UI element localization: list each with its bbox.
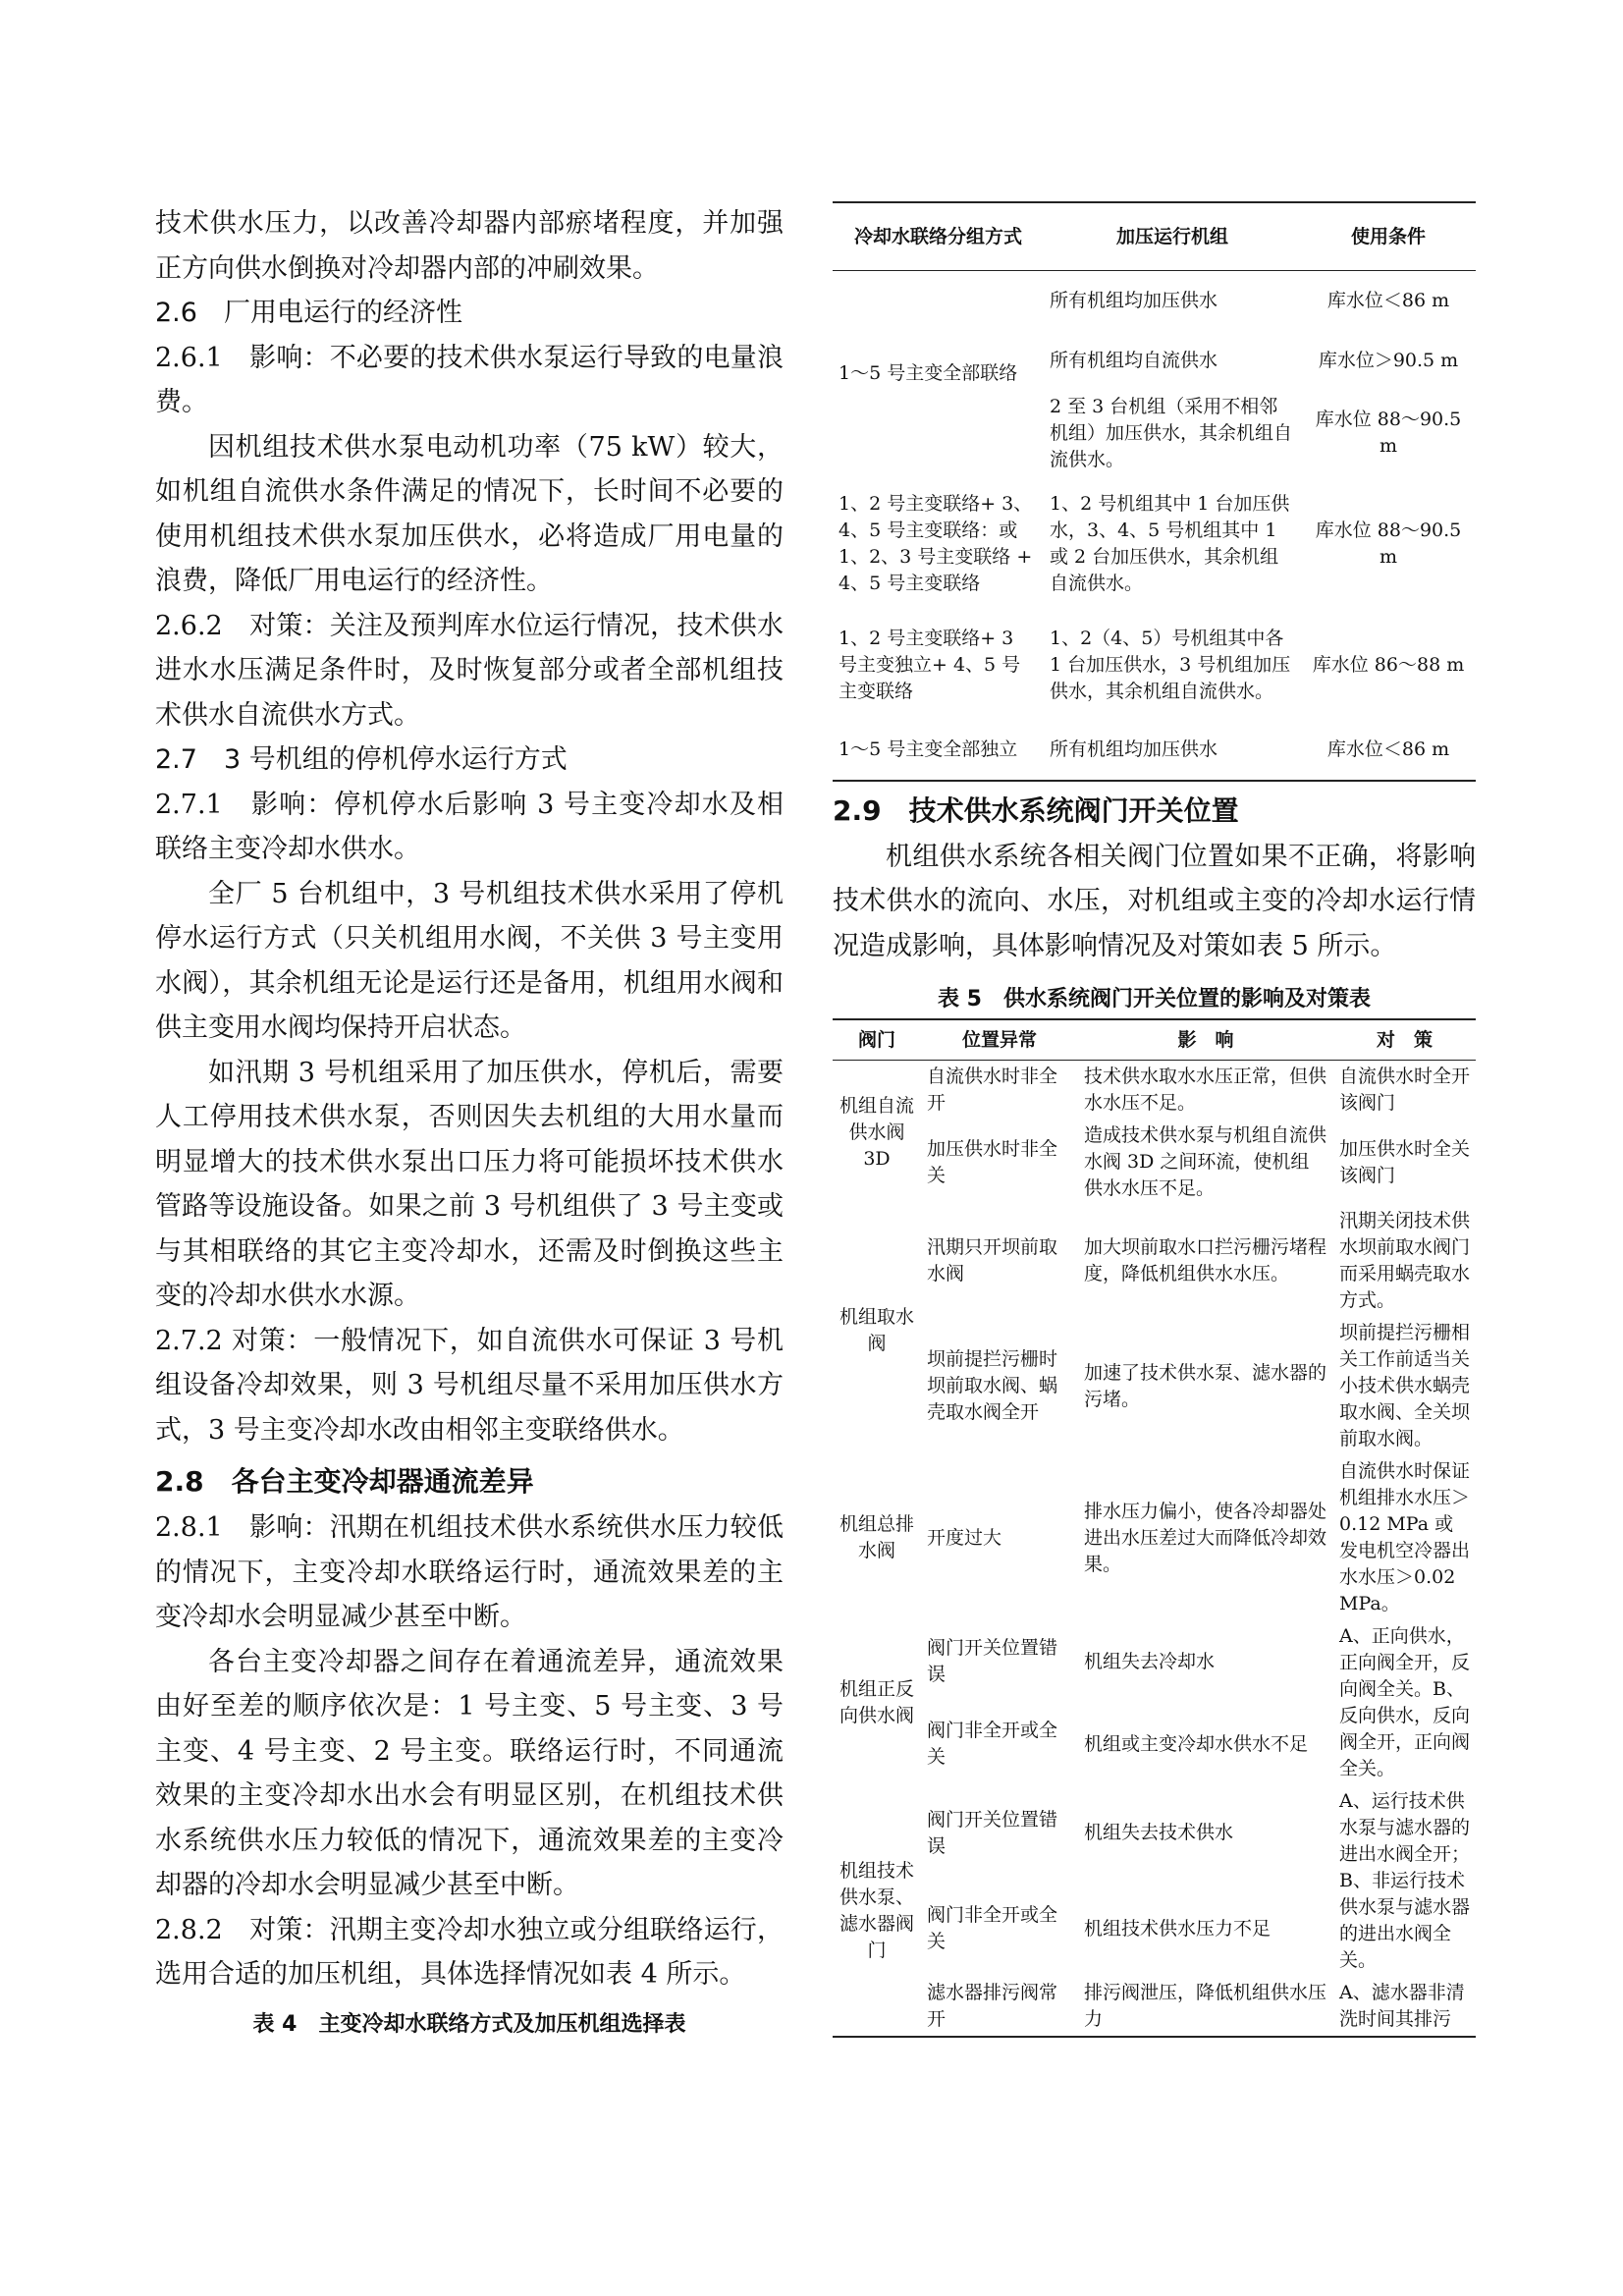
table-row xyxy=(833,1620,1476,1703)
table-cell: 排水压力偏小，使各冷却器处进出水压差过大而降低冷却效果。 xyxy=(1084,1500,1327,1575)
table-cell: 加速了技术供水泵、滤水器的污堵。 xyxy=(1084,1361,1327,1410)
table-header: 影 响 xyxy=(1078,1019,1333,1061)
table-row xyxy=(833,612,1476,720)
table-cell: 1、2 号主变联络+ 3 号主变独立+ 4、5 号主变联络 xyxy=(839,628,1021,702)
table-cell: A、滤水器非清洗时间其排污 xyxy=(1339,1982,1465,2030)
table-cell: 技术供水取水水压正常，但供水水压不足。 xyxy=(1084,1066,1327,1114)
table-4-caption: 表 4 主变冷却水联络方式及加压机组选择表 xyxy=(252,2011,686,2037)
table-cell: 汛期关闭技术供水坝前取水阀门而采用蜗壳取水方式。 xyxy=(1339,1210,1471,1311)
paragraph: 2.6.2 对策：关注及预判库水位运行情况，技术供水进水水压满足条件时，及时恢复部分或者全部机组技术供水自流供水方式。 xyxy=(155,610,784,731)
paragraph: 2.8.2 对策：汛期主变冷却水独立或分组联络运行，选用合适的加压机组，具体选择情况如表 4 所示。 xyxy=(155,1914,784,1990)
table-header: 冷却水联络分组方式 xyxy=(833,202,1044,271)
table-cell: 滤水器排污阀常开 xyxy=(927,1982,1058,2030)
table-cell: 库水位＞90.5 m xyxy=(1318,350,1459,371)
table-cell: 加大坝前取水口拦污栅污堵程度，降低机组供水水压。 xyxy=(1084,1236,1327,1285)
table-row xyxy=(833,1455,1476,1620)
paragraph: 全厂 5 台机组中，3 号机组技术供水采用了停机停水运行方式（只关机组用水阀，不关供 3 号主变用水阀），其余机组无论是运行还是备用，机组用水阀和供主变用水阀均保持开启状态。 xyxy=(155,878,784,1043)
paragraph: 2.6.1 影响：不必要的技术供水泵运行导致的电量浪费。 xyxy=(155,342,784,417)
table-cell: 1、2 号机组其中 1 台加压供水，3、4、5 号机组其中 1 或 2 台加压供水，其余机组自流供水。 xyxy=(1050,492,1290,594)
paragraph: 机组供水系统各相关阀门位置如果不正确，将影响技术供水的流向、水压，对机组或主变的冷却水运行情况造成影响，具体影响情况及对策如表 5 所示。 xyxy=(833,841,1476,961)
table-header-row xyxy=(833,1019,1476,1061)
table-row xyxy=(833,1205,1476,1317)
table-cell: 阀门开关位置错误 xyxy=(927,1808,1058,1857)
table-cell: 库水位 86～88 m xyxy=(1312,654,1465,676)
table-cell: 1～5 号主变全部联络 xyxy=(839,361,1018,384)
table-header: 对 策 xyxy=(1333,1019,1476,1061)
table-cell: 阀门非全开或全关 xyxy=(927,1720,1058,1768)
table-cell: 机组取水阀 xyxy=(839,1305,914,1354)
paragraph: 如汛期 3 号机组采用了加压供水，停机后，需要人工停用技术供水泵，否则因失去机组的大用水量而明显增大的技术供水泵出口压力将可能损坏技术供水管路等设施设备。如果之前 3 号机组供了 3 号主变或与其相联络的其它主变冷却水，还需及时倒换这些主变的冷却水供水水源。 xyxy=(155,1057,784,1311)
section-heading: 2.9 技术供水系统阀门开关位置 xyxy=(833,793,1239,827)
table-cell: A、正向供水，正向阀全开，反向阀全关。B、反向供水，反向阀全开，正向阀全关。 xyxy=(1339,1625,1471,1779)
table-row xyxy=(833,1977,1476,2037)
table-cell: 所有机组均加压供水 xyxy=(1050,290,1218,312)
table-cell: 阀门非全开或全关 xyxy=(927,1904,1058,1953)
table-header: 位置异常 xyxy=(921,1019,1078,1061)
table-4 xyxy=(833,201,1476,782)
table-row xyxy=(833,271,1476,332)
table-row xyxy=(833,1061,1476,1121)
table-row xyxy=(833,1317,1476,1455)
table-cell: 机组正反向供水阀 xyxy=(839,1678,914,1726)
table-cell: 库水位 88～90.5 m xyxy=(1315,409,1462,457)
left-column xyxy=(155,201,784,2038)
table-cell: 开度过大 xyxy=(927,1526,1002,1549)
table-5-caption: 表 5 供水系统阀门开关位置的影响及对策表 xyxy=(938,987,1371,1011)
section-heading: 2.6 厂用电运行的经济性 xyxy=(155,298,462,328)
table-cell: 机组自流供水阀 3D xyxy=(839,1095,914,1170)
table-cell: 机组或主变冷却水供水不足 xyxy=(1084,1732,1309,1755)
table-cell: 坝前提拦污栅相关工作前适当关小技术供水蜗壳取水阀、全关坝前取水阀。 xyxy=(1339,1322,1471,1449)
table-cell: 1、2 号主变联络+ 3、4、5 号主变联络：或 1、2、3 号主变联络 + 4、5 号主变联络 xyxy=(839,492,1033,594)
table-cell: 机组技术供水压力不足 xyxy=(1084,1917,1271,1940)
table-cell: 坝前提拦污栅时坝前取水阀、蜗壳取水阀全开 xyxy=(927,1348,1058,1423)
table-cell: 所有机组均自流供水 xyxy=(1050,350,1218,371)
table-cell: 造成技术供水泵与机组自流供水阀 3D 之间环流，使机组供水水压不足。 xyxy=(1084,1124,1327,1199)
table-cell: 机组技术供水泵、滤水器阀门 xyxy=(839,1859,914,1961)
paragraph: 2.8.1 影响：汛期在机组技术供水系统供水压力较低的情况下，主变冷却水联络运行时，通流效果差的主变冷却水会明显减少甚至中断。 xyxy=(155,1512,784,1632)
paragraph: 各台主变冷却器之间存在着通流差异，通流效果由好至差的顺序依次是：1 号主变、5 号主变、3 号主变、4 号主变、2 号主变。联络运行时，不同通流效果的主变冷却水出水会有明显区别，在机组技术供水系统供水压力较低的情况下，通流效果差的主变冷却器的冷却水会明显减少甚至中断。 xyxy=(155,1646,784,1900)
table-cell: 排污阀泄压，降低机组供水压力 xyxy=(1084,1982,1327,2030)
table-cell: 所有机组均加压供水 xyxy=(1050,738,1218,760)
section-heading: 2.8 各台主变冷却器通流差异 xyxy=(155,1465,534,1498)
table-cell: 加压供水时全关该阀门 xyxy=(1339,1137,1471,1186)
table-row xyxy=(833,720,1476,781)
table-cell: 自流供水时全开该阀门 xyxy=(1339,1066,1471,1114)
table-cell: 库水位＜86 m xyxy=(1326,290,1450,312)
table-header: 使用条件 xyxy=(1301,202,1476,271)
table-row xyxy=(833,476,1476,612)
table-header: 阀门 xyxy=(833,1019,921,1061)
table-header-row xyxy=(833,202,1476,271)
table-cell: 1、2（4、5）号机组其中各 1 台加压供水，3 号机组加压供水，其余机组自流供水。 xyxy=(1050,628,1291,702)
table-cell: 阀门开关位置错误 xyxy=(927,1637,1058,1685)
paragraph: 因机组技术供水泵电动机功率（75 kW）较大，如机组自流供水条件满足的情况下，长时间不必要的使用机组技术供水泵加压供水，必将造成厂用电量的浪费，降低厂用电运行的经济性。 xyxy=(155,431,784,596)
table-cell: 1～5 号主变全部独立 xyxy=(839,738,1018,760)
table-row xyxy=(833,1120,1476,1205)
paragraph: 2.7.1 影响：停机停水后影响 3 号主变冷却水及相联络主变冷却水供水。 xyxy=(155,789,784,864)
table-5 xyxy=(833,1018,1476,2038)
table-cell: 机组失去冷却水 xyxy=(1084,1650,1216,1672)
table-cell: A、运行技术供水泵与滤水器的进出水阀全开；B、非运行技术供水泵与滤水器的进出水阀全关。 xyxy=(1339,1790,1471,1971)
paragraph: 技术供水压力，以改善冷却器内部瘀堵程度，并加强正方向供水倒换对冷却器内部的冲刷效果。 xyxy=(155,208,784,284)
table-header: 加压运行机组 xyxy=(1044,202,1301,271)
section-heading: 2.7 3 号机组的停机停水运行方式 xyxy=(155,744,568,775)
table-row xyxy=(833,1785,1476,1882)
table-cell: 2 至 3 台机组（采用不相邻机组）加压供水，其余机组自流供水。 xyxy=(1050,395,1293,470)
table-cell: 自流供水时非全开 xyxy=(927,1066,1058,1114)
table-cell: 库水位 88～90.5 m xyxy=(1315,519,1462,568)
table-cell: 机组失去技术供水 xyxy=(1084,1822,1234,1844)
right-column xyxy=(833,201,1476,2038)
table-cell: 汛期只开坝前取水阀 xyxy=(927,1236,1058,1285)
table-cell: 加压供水时非全关 xyxy=(927,1137,1058,1186)
table-cell: 库水位＜86 m xyxy=(1326,738,1450,760)
table-cell: 机组总排水阀 xyxy=(839,1513,914,1561)
table-cell: 自流供水时保证机组排水水压＞0.12 MPa 或发电机空冷器出水水压＞0.02 MPa。 xyxy=(1339,1460,1471,1614)
paragraph: 2.7.2 对策：一般情况下，如自流供水可保证 3 号机组设备冷却效果，则 3 号机组尽量不采用加压供水方式，3 号主变冷却水改由相邻主变联络供水。 xyxy=(155,1325,784,1446)
